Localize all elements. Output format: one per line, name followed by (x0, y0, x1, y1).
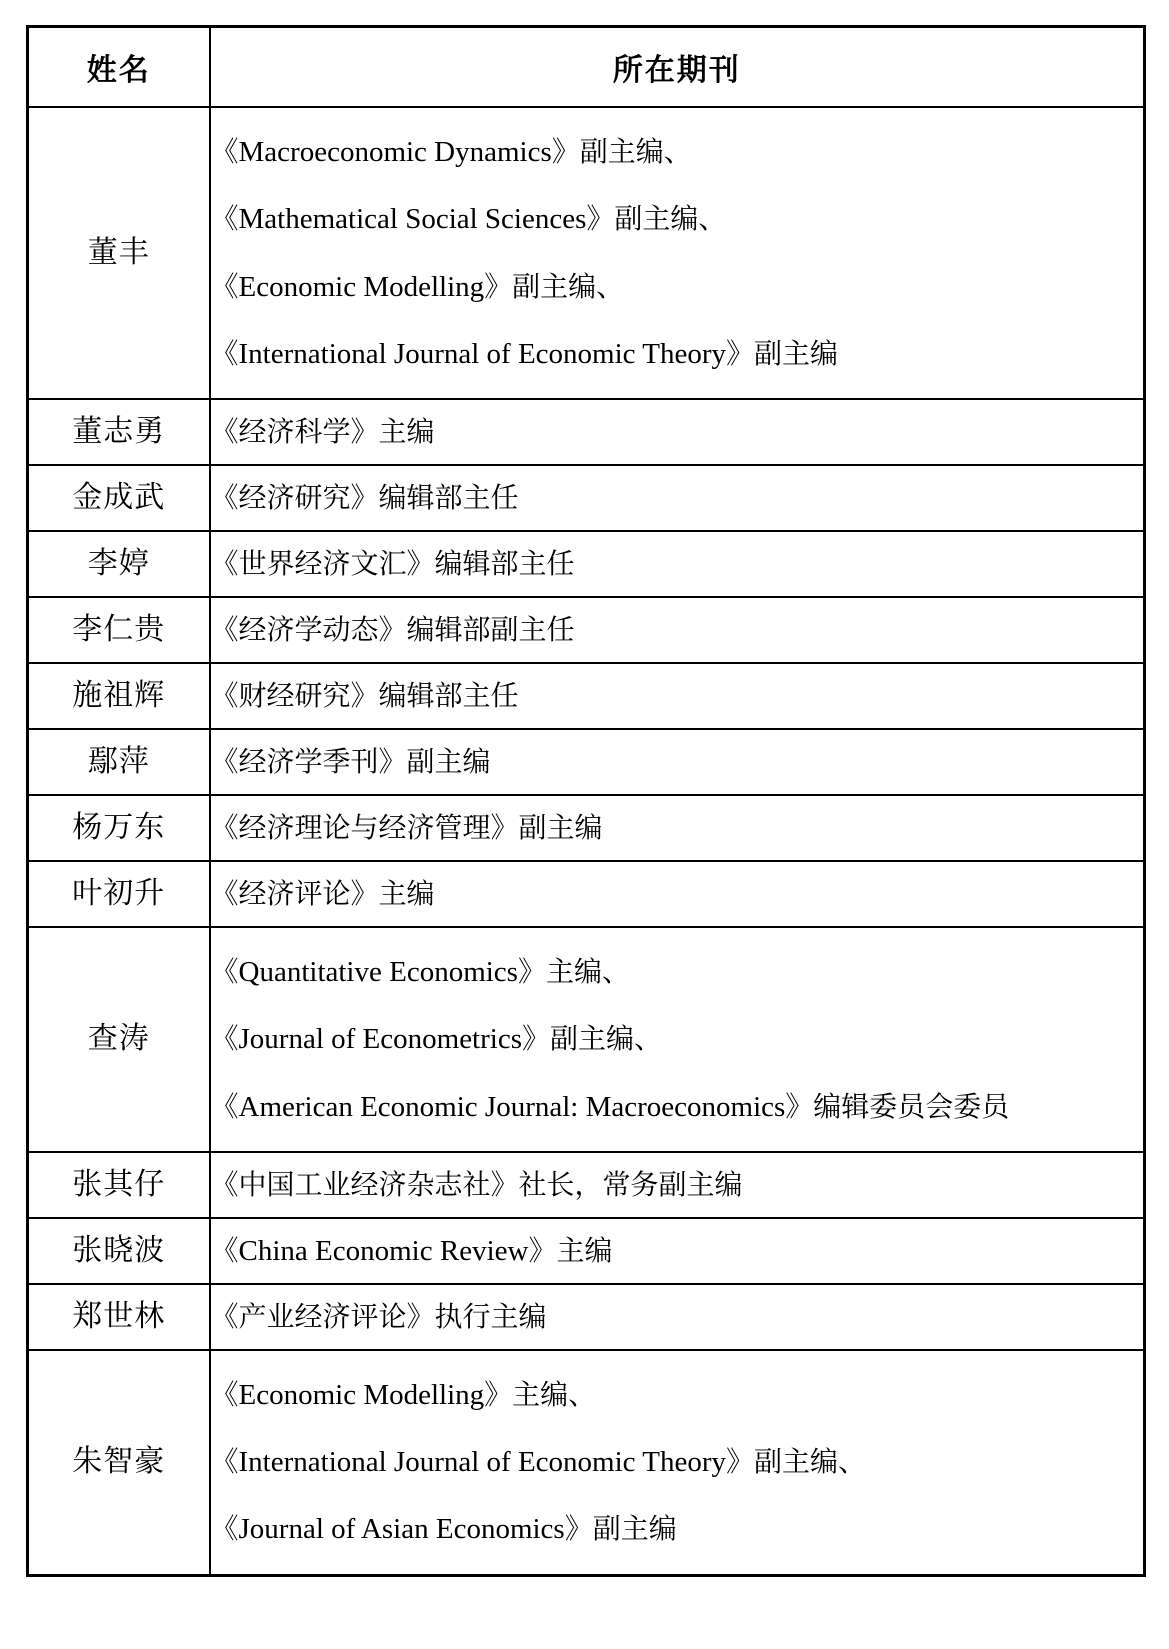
journal-affiliation-cell (210, 107, 1145, 399)
person-name-cell: 张晓波 (28, 1218, 210, 1284)
person-name-cell: 张其仔 (28, 1152, 210, 1218)
journal-affiliation-cell (210, 795, 1145, 861)
journal-entry: 《Macroeconomic Dynamics》副主编、 (210, 135, 692, 168)
journal-entry: 《经济科学》主编 (210, 414, 435, 448)
journal-affiliation-cell (210, 927, 1145, 1152)
column-header-name: 姓名 (28, 27, 210, 108)
table-row (28, 729, 1145, 795)
journal-entry: 《Quantitative Economics》主编、 (210, 955, 630, 988)
table-row (28, 861, 1145, 927)
person-name-cell: 朱智豪 (28, 1350, 210, 1575)
journal-affiliation-cell (210, 1152, 1145, 1218)
journal-affiliation-cell (210, 1284, 1145, 1350)
journal-entry: 《中国工业经济杂志社》社长，常务副主编 (210, 1167, 743, 1201)
table-row (28, 531, 1145, 597)
journal-entry: 《International Journal of Economic Theory》副主编 (210, 336, 839, 370)
journal-affiliation-cell (210, 465, 1145, 531)
journal-entry: 《经济评论》主编 (210, 876, 435, 910)
journal-entry: 《International Journal of Economic Theory》副主编、 (210, 1445, 867, 1478)
journal-entry: 《China Economic Review》主编 (210, 1233, 613, 1267)
person-name-cell: 查涛 (28, 927, 210, 1152)
table-header (28, 27, 1145, 108)
person-name-cell: 郑世林 (28, 1284, 210, 1350)
journal-affiliation-cell (210, 1218, 1145, 1284)
person-name-cell: 董丰 (28, 107, 210, 399)
journal-affiliation-cell (210, 729, 1145, 795)
table-row (28, 927, 1145, 1152)
table-header-row (28, 27, 1145, 108)
journal-affiliation-cell (210, 399, 1145, 465)
journal-affiliation-cell (210, 861, 1145, 927)
journal-affiliation-cell (210, 663, 1145, 729)
person-name-cell: 金成武 (28, 465, 210, 531)
table-row (28, 1218, 1145, 1284)
journal-entry: 《Journal of Asian Economics》副主编 (210, 1512, 677, 1546)
table-row (28, 1284, 1145, 1350)
person-name-cell: 叶初升 (28, 861, 210, 927)
journal-editors-table (26, 25, 1146, 1577)
journal-entry: 《Economic Modelling》主编、 (210, 1377, 597, 1411)
table-row (28, 597, 1145, 663)
journal-entry: 《经济学季刊》副主编 (210, 744, 491, 778)
table-row (28, 465, 1145, 531)
person-name-cell: 李仁贵 (28, 597, 210, 663)
journal-entry: 《Mathematical Social Sciences》副主编、 (210, 202, 727, 236)
journal-entry: 《经济研究》编辑部主任 (210, 480, 519, 514)
person-name-cell: 董志勇 (28, 399, 210, 465)
table-row (28, 795, 1145, 861)
column-header-journal: 所在期刊 (210, 27, 1145, 108)
journal-entry: 《世界经济文汇》编辑部主任 (210, 546, 575, 580)
table-body (28, 107, 1145, 1575)
journal-entry: 《经济学动态》编辑部副主任 (210, 612, 575, 646)
person-name-cell: 施祖辉 (28, 663, 210, 729)
table-row (28, 1350, 1145, 1575)
person-name-cell: 李婷 (28, 531, 210, 597)
table-row (28, 663, 1145, 729)
journal-entry: 《产业经济评论》执行主编 (210, 1299, 547, 1333)
journal-affiliation-cell (210, 1350, 1145, 1575)
table-row (28, 107, 1145, 399)
journal-entry: 《经济理论与经济管理》副主编 (210, 810, 603, 844)
journal-entry: 《American Economic Journal: Macroeconomics》编辑委员会委员 (210, 1089, 1010, 1123)
table-row (28, 1152, 1145, 1218)
journal-affiliation-cell (210, 597, 1145, 663)
journal-entry: 《Journal of Econometrics》副主编、 (210, 1022, 663, 1056)
journal-entry: 《Economic Modelling》副主编、 (210, 269, 625, 303)
table-row (28, 399, 1145, 465)
journal-affiliation-cell (210, 531, 1145, 597)
person-name-cell: 鄢萍 (28, 729, 210, 795)
journal-entry: 《财经研究》编辑部主任 (210, 678, 519, 712)
person-name-cell: 杨万东 (28, 795, 210, 861)
